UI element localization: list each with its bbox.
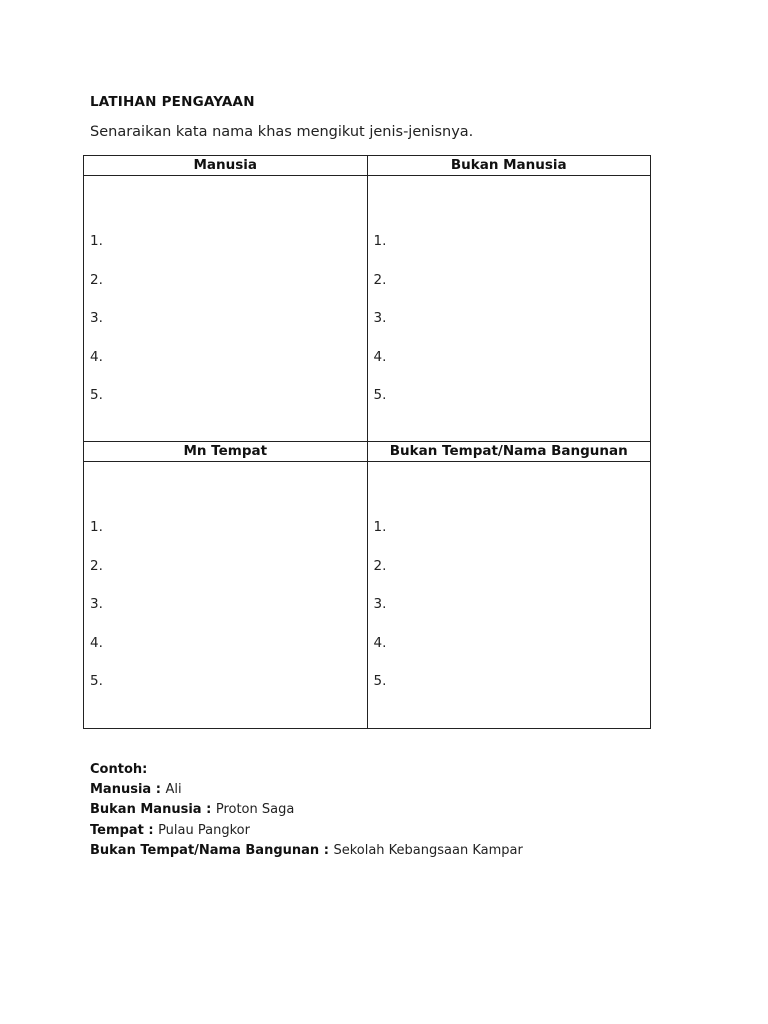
example-separator: : (143, 822, 159, 838)
example-row (90, 821, 523, 841)
numbered-list (374, 518, 387, 711)
answer-cell-manusia[interactable] (84, 176, 368, 442)
list-number: 4. (90, 634, 103, 651)
list-number: 1. (373, 519, 387, 535)
example-row (90, 841, 523, 861)
header-manusia: Manusia (84, 156, 368, 176)
header-bukan-manusia: Bukan Manusia (367, 156, 651, 176)
list-number: 1. (90, 519, 103, 535)
example-section (90, 760, 523, 861)
answer-cell-mn-tempat[interactable] (84, 462, 368, 729)
example-row (90, 780, 523, 800)
list-number: 5. (373, 387, 387, 403)
list-number: 2. (373, 557, 387, 574)
list-number: 2. (90, 557, 103, 574)
worksheet-title: LATIHAN PENGAYAAN (90, 94, 255, 110)
example-label: Bukan Tempat/Nama Bangunan (90, 842, 320, 858)
list-number: 4. (373, 348, 387, 365)
list-number: 5. (90, 387, 103, 403)
example-separator: : (319, 842, 334, 858)
list-number: 5. (373, 673, 387, 689)
example-label: Manusia (90, 782, 152, 798)
numbered-list (374, 232, 387, 425)
list-number: 2. (373, 271, 387, 288)
example-label: Bukan Manusia (90, 802, 202, 818)
list-number: 3. (90, 310, 103, 326)
numbered-list (90, 518, 103, 711)
list-number: 2. (90, 271, 103, 288)
example-label: Tempat (90, 822, 144, 838)
list-number: 1. (373, 233, 387, 249)
instruction-text: Senaraikan kata nama khas mengikut jenis-jenisnya. (90, 124, 474, 140)
example-value: Pulau Pangkor (158, 822, 250, 838)
example-value: Sekolah Kebangsaan Kampar (333, 842, 523, 858)
example-separator: : (201, 802, 216, 818)
list-number: 1. (90, 233, 103, 249)
list-number: 3. (90, 596, 103, 612)
header-bukan-tempat: Bukan Tempat/Nama Bangunan (367, 442, 651, 462)
numbered-list (90, 232, 103, 425)
list-number: 4. (90, 348, 103, 365)
list-number: 4. (373, 634, 387, 651)
list-number: 3. (373, 596, 387, 612)
answer-cell-bukan-manusia[interactable] (367, 176, 651, 442)
example-separator: : (151, 782, 166, 798)
worksheet-table (83, 155, 651, 729)
list-number: 3. (373, 310, 387, 326)
list-number: 5. (90, 673, 103, 689)
example-row (90, 800, 523, 820)
example-value: Ali (165, 782, 182, 798)
example-value: Proton Saga (215, 802, 295, 818)
example-heading: Contoh: (90, 762, 148, 777)
answer-cell-bukan-tempat[interactable] (367, 462, 651, 729)
header-mn-tempat: Mn Tempat (84, 442, 368, 462)
